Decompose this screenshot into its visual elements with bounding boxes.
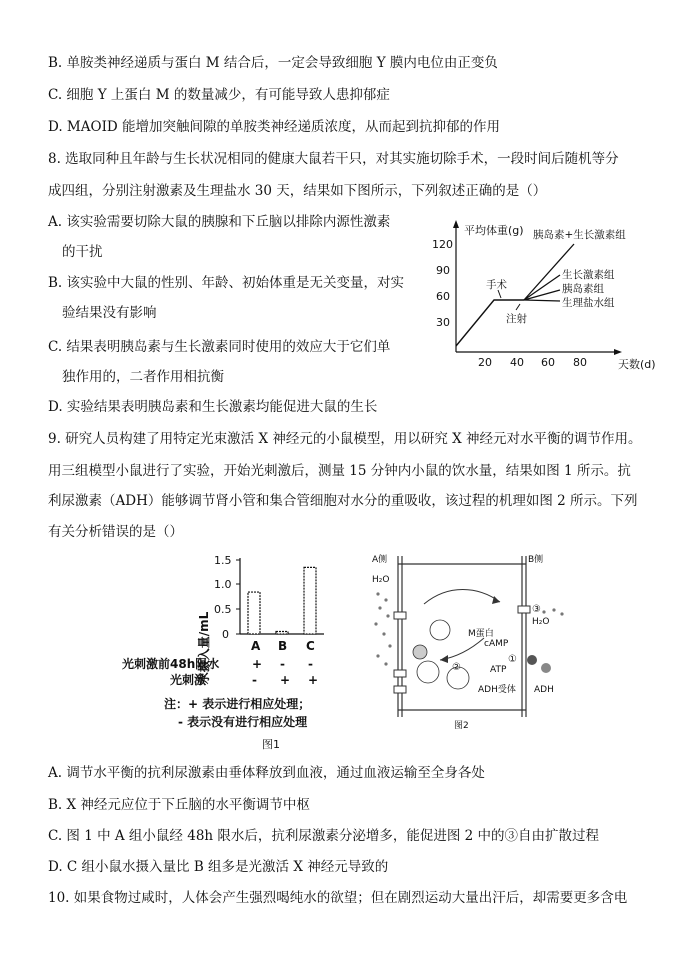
q8-line-gh — [524, 275, 560, 300]
fig2-step-1: ① — [508, 654, 517, 665]
question-8-stem-2: 成四组，分别注射激素及生理盐水 30 天，结果如下图所示，下列叙述正确的是（） — [48, 183, 547, 199]
q8-ytick-30: 30 — [436, 316, 450, 329]
q8-weight-chart — [428, 218, 668, 378]
option-d-q7: D. MAOID 能增加突触间隙的单胺类神经递质浓度，从而起到抗抑郁的作用 — [48, 119, 501, 135]
fig1-row2-mark-b: + — [280, 673, 291, 687]
q8-xtick-60: 60 — [541, 356, 555, 369]
q8-ytick-90: 90 — [436, 264, 450, 277]
q8-xtick-40: 40 — [510, 356, 524, 369]
question-9-stem-1: 9. 研究人员构建了用特定光束激活 X 神经元的小鼠模型，用以研究 X 神经元对水平衡的调节作用。 — [48, 431, 642, 447]
fig2-step-3: ③ — [532, 604, 541, 615]
fig1-row2-label: 光刺激 — [170, 673, 207, 687]
fig1-caption: 图1 — [262, 738, 280, 751]
fig2-side-b: B侧 — [528, 555, 544, 565]
fig1-bar-c — [304, 567, 316, 634]
q8-series-gh: 生长激素组 — [562, 269, 615, 281]
fig2-side-a: A侧 — [372, 555, 388, 565]
fig1-row1-mark-a: + — [252, 657, 263, 671]
q8-label-inject: 注射 — [506, 313, 527, 325]
q8-option-d: D. 实验结果表明胰岛素和生长激素均能促进大鼠的生长 — [48, 399, 378, 415]
fig1-cat-b: B — [278, 639, 288, 653]
q8-option-b-1: B. 该实验中大鼠的性别、年龄、初始体重是无关变量，对实 — [48, 275, 405, 291]
fig1-bar-chart — [112, 552, 372, 752]
question-9-stem-3: 利尿激素（ADH）能够调节肾小管和集合管细胞对水分的重吸收，该过程的机理如图 2 所示。下列 — [48, 493, 638, 509]
q8-option-a-2: 的干扰 — [62, 244, 103, 260]
q8-series-ins-gh: 胰岛素+生长激素组 — [533, 229, 626, 241]
q9-option-d: D. C 组小鼠水摄入量比 B 组多是光激活 X 神经元导致的 — [48, 859, 389, 875]
fig1-row1-label: 光刺激前48h限水 — [122, 657, 220, 671]
fig1-note-1: 注：+ 表示进行相应处理； — [164, 697, 311, 711]
fig2-receptor: ADH受体 — [478, 685, 516, 695]
fig1-cat-c: C — [306, 639, 315, 653]
question-9-stem-2: 用三组模型小鼠进行了实验，开始光刺激后，测量 15 分钟内小鼠的饮水量，结果如图 1 所示。抗 — [48, 463, 631, 479]
fig2-protein-m: M蛋白 — [468, 629, 494, 639]
q8-series-ins: 胰岛素组 — [562, 283, 604, 295]
question-10-stem: 10. 如果食物过咸时，人体会产生强烈喝纯水的欲望；但在剧烈运动大量出汗后，却需要更多含电 — [48, 890, 628, 906]
fig2-vesicles — [413, 620, 469, 689]
q8-y-arrow — [453, 220, 459, 228]
q9-option-b: B. X 神经元应位于下丘脑的水平衡调节中枢 — [48, 797, 310, 813]
q8-option-c-1: C. 结果表明胰岛素与生长激素同时使用的效应大于它们单 — [48, 339, 391, 355]
q8-ytick-60: 60 — [436, 290, 450, 303]
q8-xtick-80: 80 — [573, 356, 587, 369]
fig1-bars — [248, 567, 316, 634]
q8-xlabel: 天数(d) — [618, 358, 656, 371]
q8-option-b-2: 验结果没有影响 — [62, 305, 157, 321]
question-8-stem-1: 8. 选取同种且年龄与生长状况相同的健康大鼠若干只，对其实施切除手术，一段时间后随机等分 — [48, 151, 619, 167]
q8-series-saline: 生理盐水组 — [562, 297, 615, 309]
fig1-ytick-05: 0.5 — [214, 603, 232, 616]
fig2-arrow-top — [424, 590, 500, 605]
q8-x-arrow — [614, 349, 622, 355]
q8-xtick-20: 20 — [478, 356, 492, 369]
q8-surgery-pointer — [498, 290, 501, 298]
q9-option-c: C. 图 1 中 A 组小鼠经 48h 限水后，抗利尿激素分泌增多，能促进图 2 中的③自由扩散过程 — [48, 828, 600, 844]
fig2-atp: ATP — [490, 665, 507, 675]
fig1-row1-mark-b: - — [280, 657, 285, 671]
fig2-camp: cAMP — [484, 639, 509, 649]
fig1-row2-mark-a: - — [252, 673, 257, 687]
fig2-step-2: ② — [452, 662, 461, 673]
fig1-bar-a — [248, 592, 260, 634]
fig2-h2o-left: H₂O — [372, 575, 390, 585]
q8-label-surgery: 手术 — [486, 279, 507, 291]
fig1-ytick-0: 0 — [222, 628, 229, 641]
q9-option-a: A. 调节水平衡的抗利尿激素由垂体释放到血液，通过血液运输至全身各处 — [48, 765, 485, 781]
fig2-adh-mechanism — [368, 552, 578, 732]
fig2-h2o-right: H₂O — [532, 617, 550, 627]
q8-ytick-120: 120 — [432, 238, 453, 251]
q8-option-a-1: A. 该实验需要切除大鼠的胰腺和下丘脑以排除内源性激素 — [48, 214, 391, 230]
fig2-adh: ADH — [534, 685, 554, 695]
fig2-adh-molecule — [541, 663, 551, 673]
q8-inject-pointer — [516, 304, 520, 310]
fig1-cat-a: A — [251, 639, 261, 653]
q8-line-saline — [524, 300, 560, 301]
fig2-caption: 图2 — [454, 721, 469, 731]
q8-ylabel: 平均体重(g) — [464, 224, 524, 237]
question-9-stem-4: 有关分析错误的是（） — [48, 524, 183, 540]
fig1-row1-mark-c: - — [308, 657, 313, 671]
q8-option-c-2: 独作用的，二者作用相抗衡 — [62, 369, 224, 385]
fig2-arrow-mid-head — [440, 655, 448, 663]
fig1-bar-b — [276, 632, 288, 634]
option-b-q7: B. 单胺类神经递质与蛋白 M 结合后，一定会导致细胞 Y 膜内电位由正变负 — [48, 55, 498, 71]
fig1-note-2: - 表示没有进行相应处理 — [178, 715, 308, 729]
fig1-ytick-15: 1.5 — [214, 554, 232, 567]
fig2-receptor-shape — [527, 655, 537, 665]
fig1-ytick-10: 1.0 — [214, 578, 232, 591]
option-c-q7: C. 细胞 Y 上蛋白 M 的数量减少，有可能导致人患抑郁症 — [48, 87, 390, 103]
fig1-ylabel: 水摄入量/mL — [197, 611, 211, 685]
q8-line-ins — [524, 290, 560, 300]
fig1-row2-mark-c: + — [308, 673, 319, 687]
